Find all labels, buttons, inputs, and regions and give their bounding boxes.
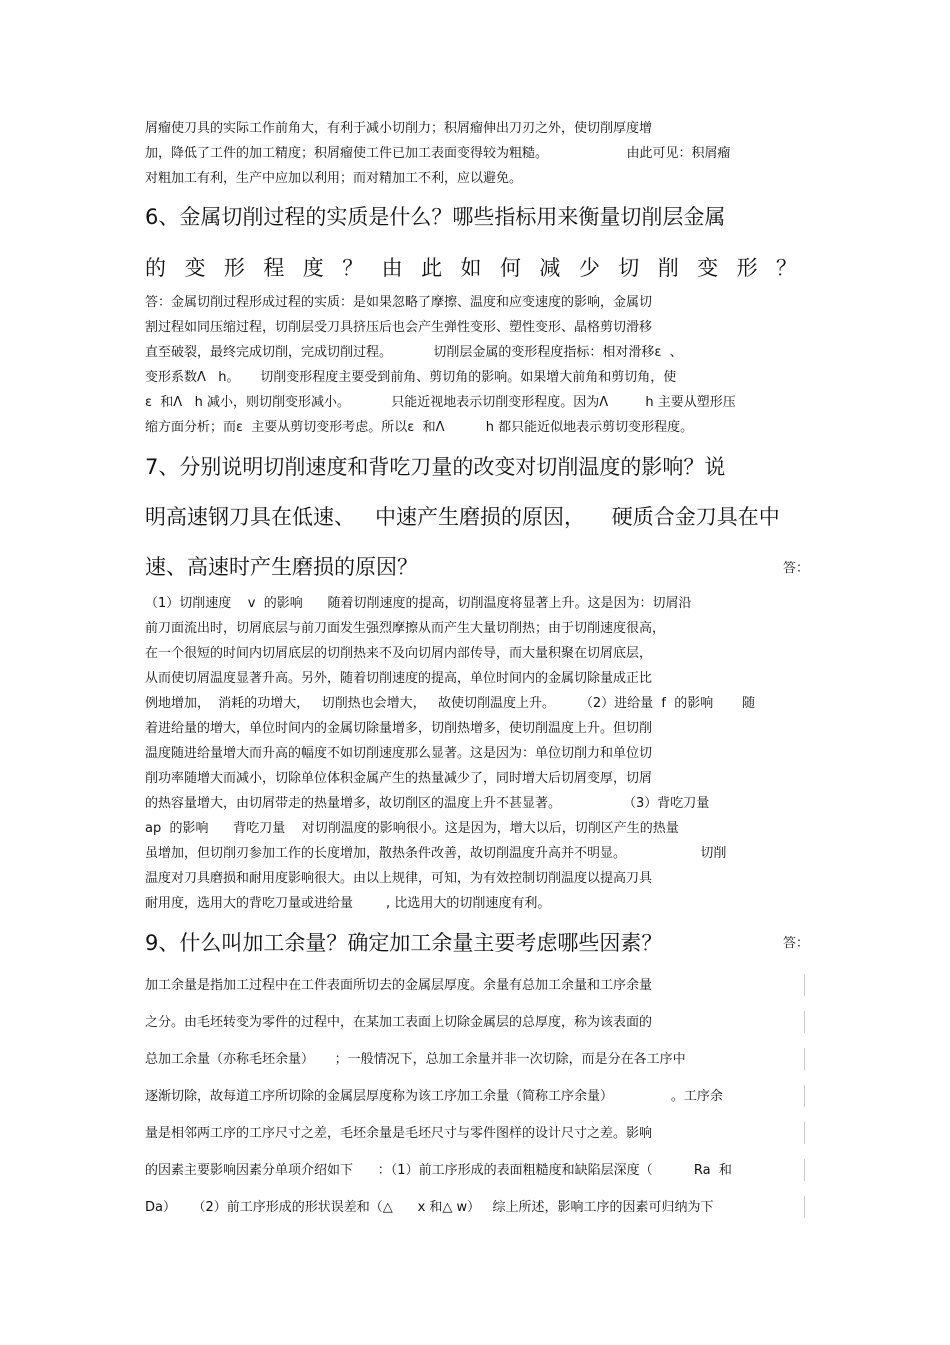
question-7-heading: 7、分别说明切削速度和背吃刀量的改变对切削温度的影响？说 [145,455,726,479]
answer-line: 从而使切屑温度显著升高。另外，随着切削速度的提高，单位时间内的金属切除量成正比 [145,671,653,686]
answer-line: 总加工余量（亦称毛坯余量） ；一般情况下，总加工余量并非一次切除，而是分在各工序中 [145,1052,686,1067]
table-rule [804,1159,805,1181]
answer-line: 前刀面流出时，切屑底层与前刀面发生强烈摩擦从而产生大量切削热；由于切削速度很高， [145,621,666,636]
table-rule [804,1085,805,1107]
answer-line: 加工余量是指加工过程中在工件表面所切去的金属层厚度。余量有总加工余量和工序余量 [145,978,653,993]
answer-label: 答： [783,561,810,576]
question-7-heading-line3: 速、高速时产生磨损的原因？ [145,555,418,579]
table-rule [804,1048,805,1070]
body-line: 对粗加工有利，生产中应加以利用；而对精加工不利，应以避免。 [145,171,523,186]
body-line: 屑瘤使刀具的实际工作前角大，有利于减小切削力；积屑瘤伸出刀刃之外，使切削厚度增 [145,121,653,136]
answer-line: 虽增加，但切削刃参加工作的长度增加，散热条件改善，故切削温度升高并不明显。 切削 [145,846,727,861]
answer-line: 量是相邻两工序的工序尺寸之差，毛坯余量是毛坯尺寸与零件图样的设计尺寸之差。影响 [145,1126,653,1141]
answer-line: 直至破裂，最终完成切削，完成切削过程。 切削层金属的变形程度指标：相对滑移ε 、 [145,345,683,360]
answer-line: 着进给量的增大，单位时间内的金属切除量增多，切削热增多，使切削温度上升。但切削 [145,721,653,736]
table-rule [804,1011,805,1033]
answer-line: 割过程如同压缩过程，切削层受刀具挤压后也会产生弹性变形、塑性变形、晶格剪切滑移 [145,320,653,335]
answer-label: 答： [783,936,810,951]
question-7-heading-line2: 明高速钢刀具在低速、 中速产生磨损的原因， 硬质合金刀具在中 [145,505,780,529]
answer-line: （1）切削速度 v 的影响 随着切削速度的提高，切削温度将显著上升。这是因为：切屑沿 [145,596,692,611]
table-rule [804,974,805,996]
answer-line: Da） （2）前工序形成的形状误差和（△ x 和△ w） 综上所述，影响工序的因素可归纳为下 [145,1200,714,1215]
answer-line: 之分。由毛坯转变为零件的过程中，在某加工表面上切除金属层的总厚度，称为该表面的 [145,1015,653,1030]
answer-line: 变形系数Λ h。 切削变形程度主要受到前角、剪切角的影响。如果增大前角和剪切角，使 [145,370,677,385]
answer-line: 的因素主要影响因素分单项介绍如下 ：（1）前工序形成的表面粗糙度和缺陷层深度（ Ra 和 [145,1163,732,1178]
answer-line: 削功率随增大而减小，切除单位体积金属产生的热量减少了，同时增大后切屑变厚，切屑 [145,771,653,786]
answer-line: 例地增加， 消耗的功增大， 切削热也会增大， 故使切削温度上升。 （2）进给量 f 的影响 随 [145,696,756,711]
answer-line: 在一个很短的时间内切屑底层的切削热来不及向切屑内部传导，而大量积聚在切屑底层， [145,646,653,661]
table-rule [804,1122,805,1144]
question-6-heading-line2: 的 变 形 程 度 ？ 由 此 如 何 减 少 切 削 变 形 ？ [145,256,797,280]
answer-line: 逐渐切除，故每道工序所切除的金属层厚度称为该工序加工余量（简称工序余量） 。工序余 [145,1089,723,1104]
question-6-heading: 6、金属切削过程的实质是什么？哪些指标用来衡量切削层金属 [145,205,726,229]
answer-line: 温度随进给量增大而升高的幅度不如切削速度那么显著。这是因为：单位切削力和单位切 [145,746,653,761]
table-rule [804,1196,805,1218]
answer-line: 温度对刀具磨损和耐用度影响很大。由以上规律，可知，为有效控制切削温度以提高刀具 [145,871,653,886]
answer-line: 答：金属切削过程形成过程的实质：是如果忽略了摩擦、温度和应变速度的影响，金属切 [145,295,653,310]
answer-line: ap 的影响 背吃刀量 对切削温度的影响很小。这是因为，增大以后，切削区产生的热量 [145,821,679,836]
answer-line: 的热容量增大，由切屑带走的热量增多，故切削区的温度上升不甚显著。 （3）背吃刀量 [145,796,710,811]
answer-line: 缩方面分析；而ε 主要从剪切变形考虑。所以ε 和Λ h 都只能近似地表示剪切变形程度。 [145,420,694,435]
answer-line: ε 和Λ h 减小，则切削变形减小。 只能近视地表示切削变形程度。因为Λ h 主要从塑形压 [145,395,736,410]
answer-line: 耐用度，选用大的背吃刀量或进给量 , 比选用大的切削速度有利。 [145,896,551,911]
body-line: 加，降低了工件的加工精度；积屑瘤使工件已加工表面变得较为粗糙。 由此可见：积屑瘤 [145,146,731,161]
question-9-heading: 9、什么叫加工余量？确定加工余量主要考虑哪些因素？ [145,931,663,955]
